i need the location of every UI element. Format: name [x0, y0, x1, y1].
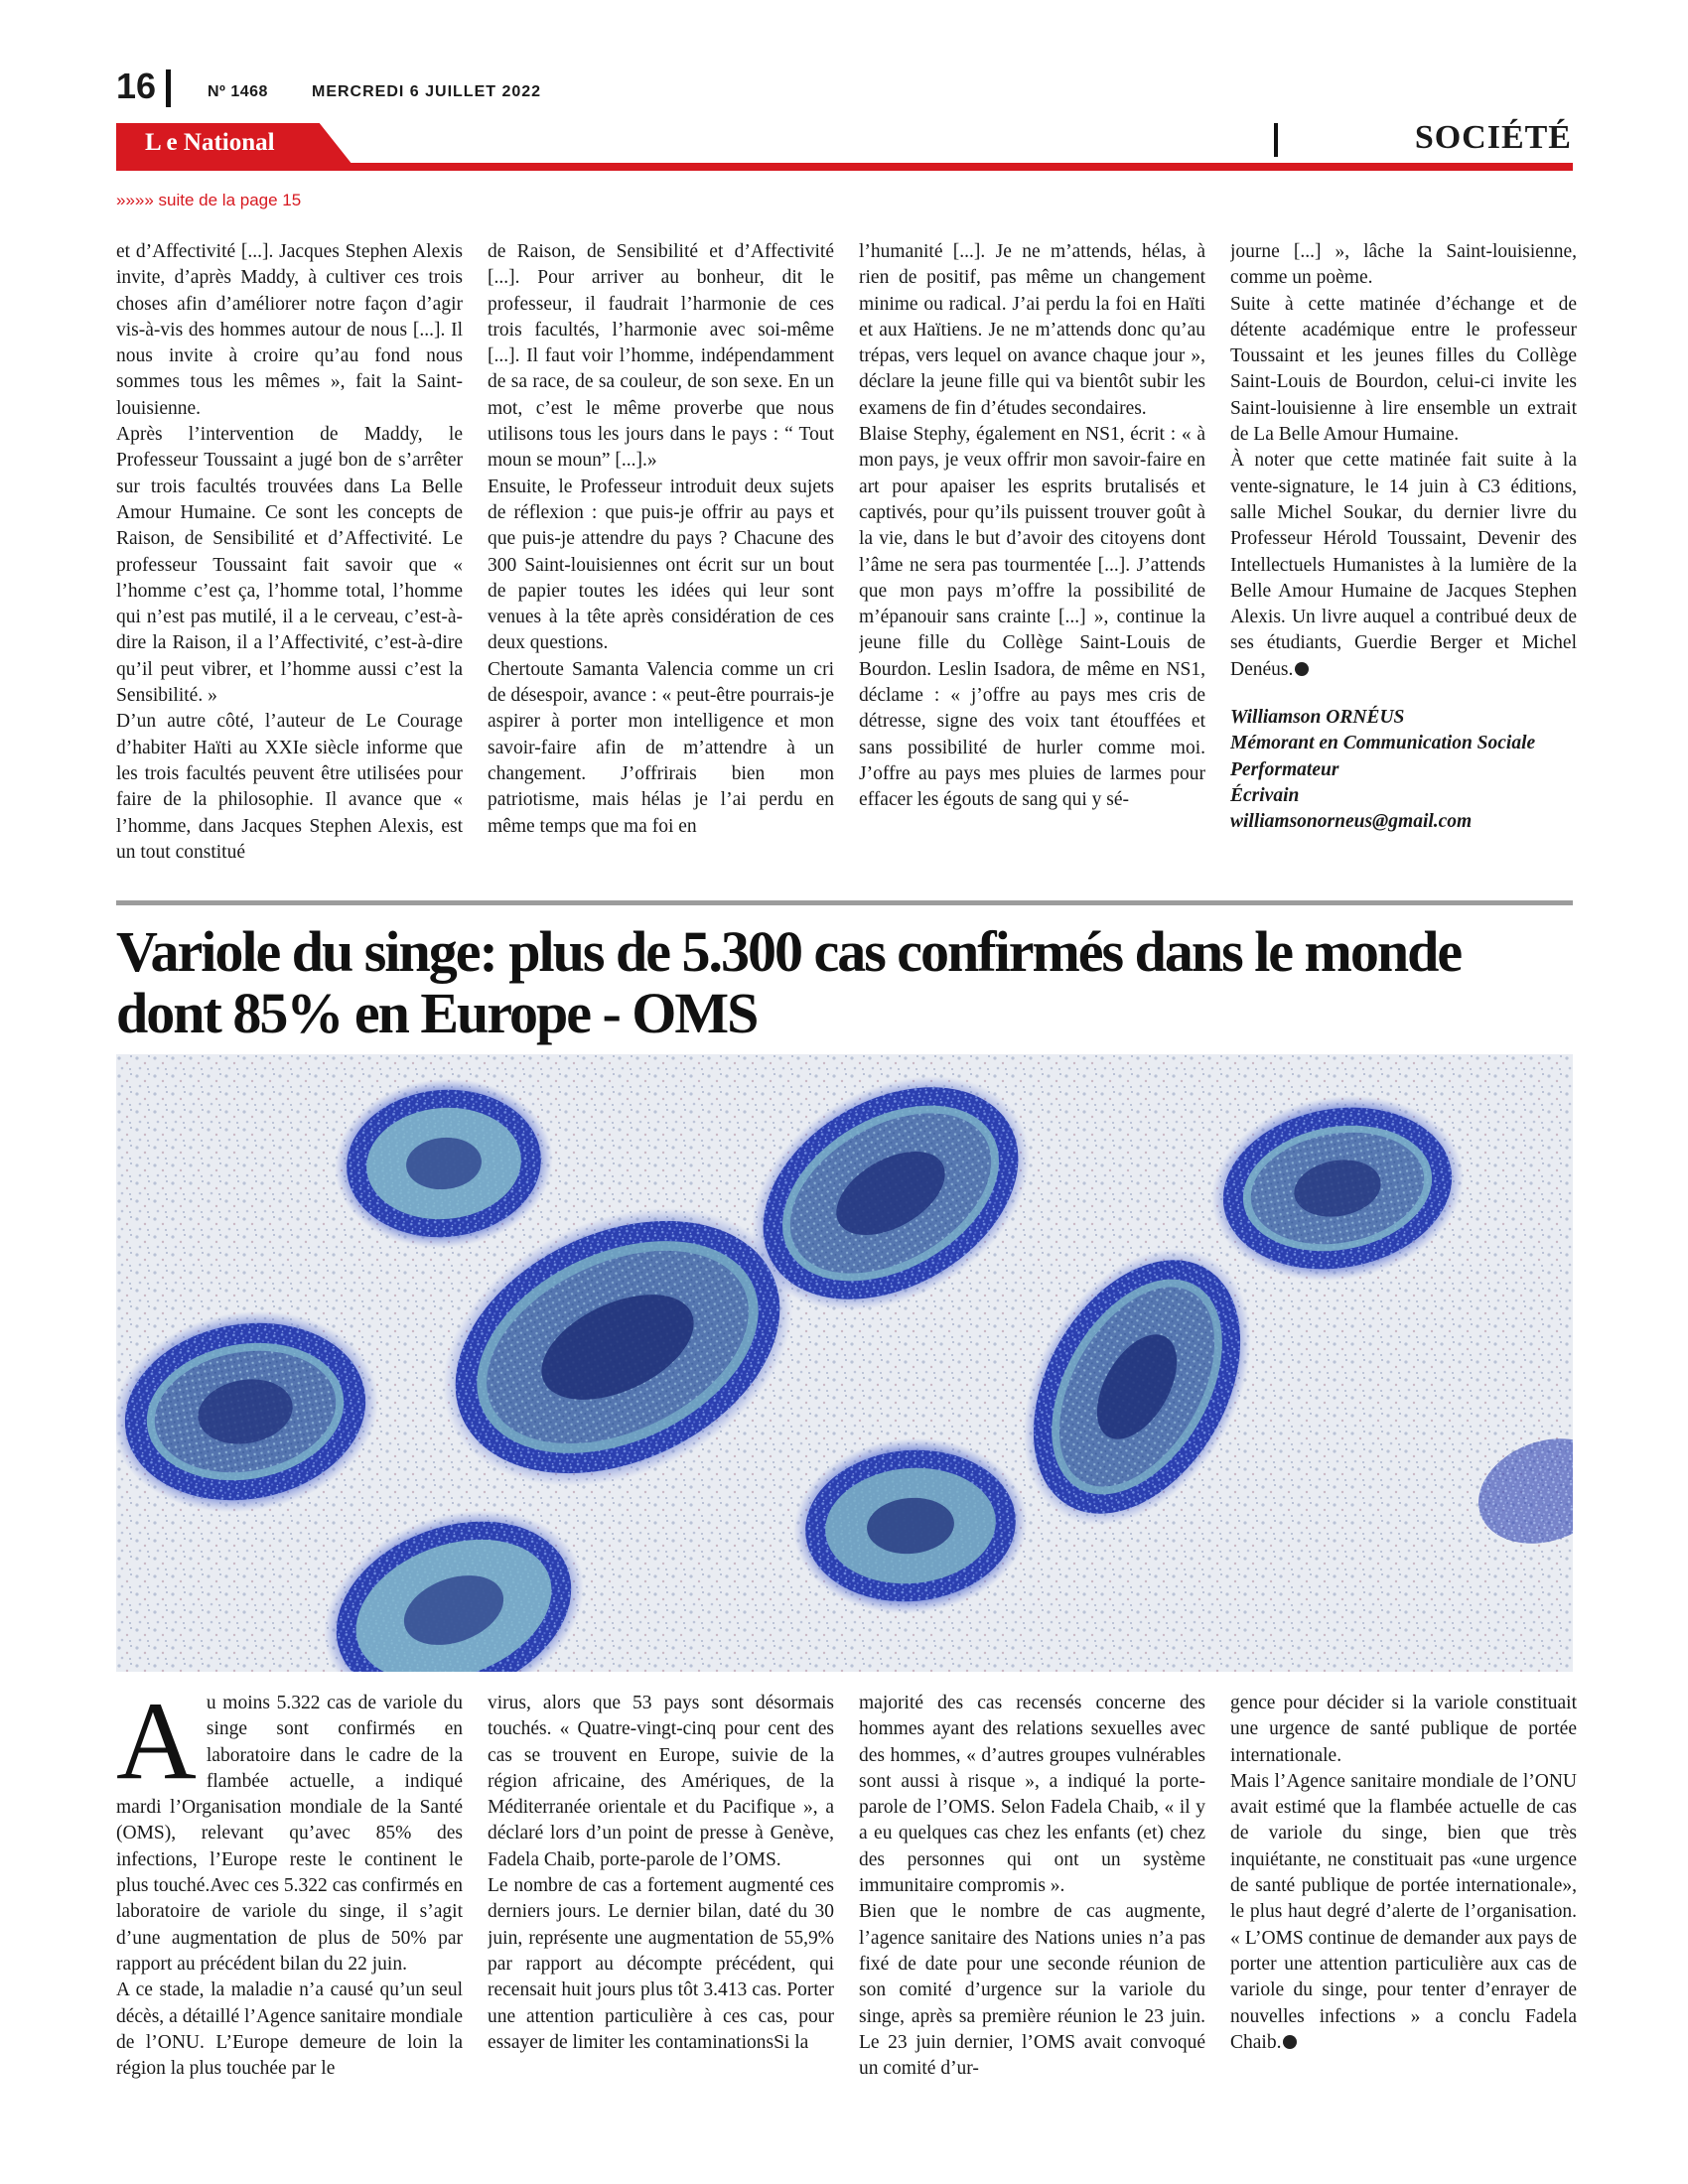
author-name: Williamson ORNÉUS [1230, 707, 1405, 729]
paragraph: Le nombre de cas a fortement augmenté ces derniers jours. Le dernier bilan, daté du 30 juin, représente une augmentation de 55,9% par rapport au décompte précédent, qui recensait huit jours plus tôt 3.413 cas. Porter une attention particulière à ces cas, pour essayer de limiter les contaminationsSi la [488, 1875, 834, 2053]
paragraph-text: À noter que cette matinée fait suite à la vente-signature, le 14 juin à C3 éditions, salle Michel Soukar, du dernier livre du Professeur Hérold Toussaint, Devenir des Intellectuels Humanistes à la lumière de la Belle Amour Humaine de Jacques Stephen Alexis. Un livre auquel a contribué deux de ses étudiants, Guerdie Berger et Michel Denéus. [1230, 450, 1577, 680]
paragraph-text: Mais l’Agence sanitaire mondiale de l’ONU avait estimé que la flambée actuelle de cas de variole du singe, bien que très inquiétante, ne constituait pas «une urgence de santé publique de portée internationale», le plus haut degré d’alerte de l’organisation. « L’OMS continue de demander aux pays de porter une attention particulière aux cas de variole du singe, pour tenter d’enrayer de nouvelles infections » a conclu Fadela Chaib. [1230, 1770, 1577, 2053]
end-of-article-icon [1283, 2035, 1297, 2049]
paragraph [1230, 448, 1577, 683]
publication-date: MERCREDI 6 JUILLET 2022 [312, 83, 542, 100]
article-headline: Variole du singe: plus de 5.300 cas confirmés dans le monde dont 85% en Europe - OMS [116, 919, 1462, 1045]
paragraph-text: u moins 5.322 cas de variole du singe sont confirmés en laboratoire dans le cadre de la flambée actuelle, a indiqué mardi l’Organisation mondiale de la Santé (OMS), relevant qu’avec 85% des infections, l’Europe reste le continent le plus touché.Avec ces 5.322 cas confirmés en laboratoire de variole du singe, il s’agit d’une augmentation de plus de 50% par rapport au précédent bilan du 22 juin. [116, 1693, 463, 1975]
paragraph: et d’Affectivité [...]. Jacques Stephen Alexis invite, d’après Maddy, à cultiver ces trois choses afin d’améliorer notre façon d’agir vis-à-vis des hommes autour de nous [...]. Il nous invite à croire qu’au fond nous sommes tous les mêmes », fait la Saint-louisienne. [116, 241, 463, 419]
author-title: Mémorant en Communication Sociale [1230, 733, 1536, 754]
issue-number: Nº 1468 [208, 83, 268, 100]
article2-column-3 [859, 1691, 1205, 2108]
author-title: Écrivain [1230, 784, 1300, 806]
paragraph: journe [...] », lâche la Saint-louisienne, comme un poème. [1230, 241, 1577, 289]
article1-column-2 [488, 239, 834, 881]
paragraph: l’humanité [...]. Je ne m’attends, hélas, à rien de positif, pas même un changement minime ou radical. J’ai perdu la foi en Haïti et aux Haïtiens. Je ne m’attends donc qu’au trépas, vers lequel on avance chaque jour », déclare la jeune fille qui va bientôt subir les examens de fin d’études secondaires. [859, 241, 1205, 419]
paragraph: Blaise Stephy, également en NS1, écrit : « à mon pays, je veux offrir mon savoir-faire en art pour apaiser les esprits brutalisés et captivés, pour qu’ils puissent trouver goût à la vie, dans le but d’avoir des citoyens dont l’âme ne sera pas tourmentée [...]. J’attends que mon pays m’offre la possibilité de m’épanouir sans crainte [...] », continue la jeune fille du Collège Saint-Louis de Bourdon. Leslin Isadora, de même en NS1, déclame : « j’offre au pays mes cris de détresse, signe des voix tant étouffées et sans possibilité de hurler comme moi. J’offre au pays mes pluies de larmes pour effacer les égouts de sang qui y sé- [859, 424, 1205, 811]
article1-column-1 [116, 239, 463, 881]
article1-column-4 [1230, 239, 1577, 881]
paragraph [1230, 1769, 1577, 2056]
paragraph: majorité des cas recensés concerne des hommes ayant des relations sexuelles avec des hommes, « d’autres groupes vulnérables sont aussi à risque », a indiqué la porte-parole de l’OMS. Selon Fadela Chaib, « il y a eu quelques cas chez les enfants (et) chez des personnes qui ont un système immunitaire compromis ». [859, 1693, 1205, 1897]
section-title: SOCIÉTÉ [1414, 119, 1572, 156]
continued-from-link[interactable]: »»»» suite de la page 15 [116, 191, 302, 209]
paragraph: de Raison, de Sensibilité et d’Affectivité [...]. Pour arriver au bonheur, dit le professeur, il faudrait l’harmonie de ces trois facultés, l’harmonie avec soi-même [...]. Il faut voir l’homme, indépendamment de sa race, de sa couleur, de son sexe. En un mot, c’est le même proverbe que nous utilisons tous les jours dans le pays : “ Tout moun se moun” [...].» [488, 241, 834, 472]
paragraph: Chertoute Samanta Valencia comme un cri de désespoir, avance : « peut-être pourrais-je aspirer à porter mon intelligence et mon savoir-faire afin de m’attendre à un changement. J’offrirais bien mon patriotisme, mais hélas je l’ai perdu en même temps que ma foi en [488, 658, 834, 837]
drop-cap: A [116, 1691, 197, 1803]
paragraph: D’un autre côté, l’auteur de Le Courage d’habiter Haïti au XXIe siècle informe que les trois facultés peuvent être utilisées pour faire de la philosophie. Il avance que « l’homme, dans Jacques Stephen Alexis, est un tout constitué [116, 711, 463, 863]
masthead-logo: L e National [145, 129, 275, 156]
header-rule [116, 163, 1573, 171]
paragraph: virus, alors que 53 pays sont désormais touchés. « Quatre-vingt-cinq pour cent des cas se trouvent en Europe, suivie de la région africaine, des Amériques, de la Méditerranée orientale et du Pacifique », a déclaré lors d’un point de presse à Genève, Fadela Chaib, porte-parole de l’OMS. [488, 1693, 834, 1870]
paragraph: Ensuite, le Professeur introduit deux sujets de réflexion : que puis-je offrir au pays et que puis-je attendre du pays ? Chacune des 300 Saint-louisiennes ont écrit sur un bout de papier toutes les idées qui leur sont venues à la tête après considération de ces deux questions. [488, 476, 834, 654]
paragraph: Après l’intervention de Maddy, le Professeur Toussaint a jugé bon de s’arrêter sur trois facultés trouvées dans La Belle Amour Humaine. Ce sont les concepts de Raison, de Sensibilité et d’Affectivité. Le professeur Toussaint fait savoir que « l’homme c’est ça, l’homme total, l’homme qui n’est pas mutilé, il a le cerveau, c’est-à-dire la Raison, il a l’Affectivité, c’est-à-dire qu’il peut vibrer, et l’homme aussi c’est la Sensibilité. » [116, 424, 463, 707]
monkeypox-virus-micrograph [116, 1054, 1573, 1672]
article-divider [116, 900, 1573, 905]
section-divider [1274, 123, 1278, 157]
article2-column-4 [1230, 1691, 1577, 2108]
paragraph: gence pour décider si la variole constituait une urgence de santé publique de portée internationale. [1230, 1693, 1577, 1766]
paragraph: Bien que le nombre de cas augmente, l’agence sanitaire des Nations unies n’a pas fixé de date pour une seconde réunion de son comité d’urgence sur la variole du singe, après sa première réunion le 23 juin. Le 23 juin dernier, l’OMS avait convoqué un comité d’ur- [859, 1901, 1205, 2080]
article1-column-3 [859, 239, 1205, 881]
author-signature [1230, 705, 1577, 835]
page-number-divider [166, 69, 171, 107]
paragraph: A ce stade, la maladie n’a causé qu’un seul décès, a détaillé l’Agence sanitaire mondiale de l’ONU. L’Europe demeure de loin la région la plus touchée par le [116, 1979, 463, 2080]
author-email[interactable]: williamsonorneus@gmail.com [1230, 811, 1473, 833]
end-of-article-icon [1295, 662, 1309, 676]
paragraph: Suite à cette matinée d’échange et de détente académique entre le professeur Toussaint et les jeunes filles du Collège Saint-Louis de Bourdon, celui-ci invite les Saint-louisienne à lire ensemble un extrait de La Belle Amour Humaine. [1230, 293, 1577, 446]
article2-column-1 [116, 1691, 463, 2108]
page-number: 16 [116, 66, 157, 106]
article2-column-2 [488, 1691, 834, 2108]
author-title: Performateur [1230, 758, 1339, 780]
paragraph [116, 1691, 463, 1978]
